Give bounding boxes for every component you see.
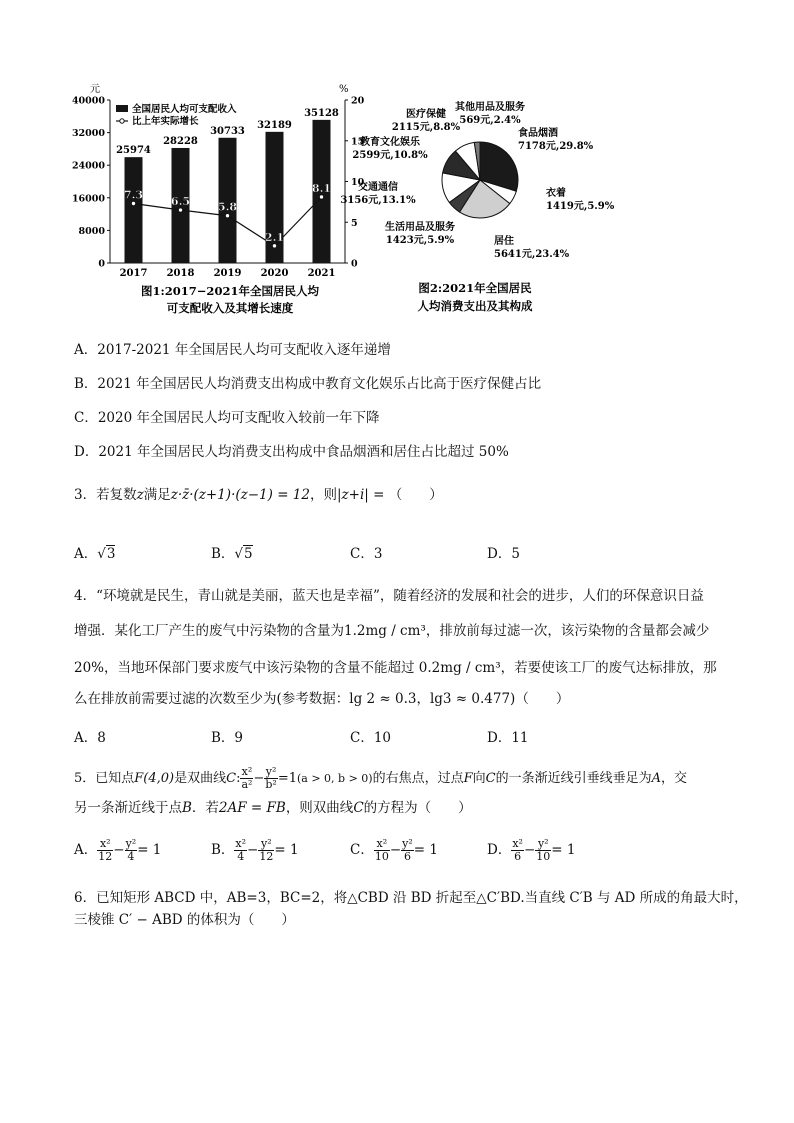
figure-2-caption-line-1: 图2:2021年全国居民 [418,281,532,295]
growth-rate-label: 8.1 [311,181,332,195]
q3-abs: |z+i| [336,487,369,503]
pie-slice-name: 其他用品及服务 [455,102,525,113]
income-bar-label: 28228 [163,135,198,147]
left-tick-label: 40000 [71,95,105,107]
q4-line-1: 4．“环境就是民生，青山就是美丽，蓝天也是幸福”，随着经济的发展和社会的进步，人们的环保意识日益 [74,588,704,604]
left-axis-unit: 元 [90,84,100,95]
figure-2-caption-line-2: 人均消费支出及其构成 [417,299,533,313]
pie-slice-value: 3156元,13.1% [340,195,416,206]
figure-1-caption-line-2: 可支配收入及其增长速度 [166,301,294,315]
growth-rate-label: 7.3 [123,188,144,202]
q5-option-c: C． $\frac{\text{x²}}{10}$ − $\frac{\text{y²}}{6}$ = 1 [350,837,438,863]
growth-rate-point [319,195,323,199]
pie-slice-value: 7178元,29.8% [518,141,594,152]
pie-slice-name: 医疗保健 [406,109,446,120]
x-tick-label: 2019 [213,268,242,279]
x-tick-label: 2018 [166,268,195,279]
q3-option-a: A．√3 [74,546,116,562]
income-bar-label: 30733 [210,125,245,137]
q3-stem-a: 3．若复数 [74,487,137,503]
q3-var-z: z [136,487,144,503]
q5-line-2: 另一条渐近线于点B．若2AF = FB，则双曲线C的方程为（ ） [74,800,472,816]
right-tick-label: 10 [351,177,365,188]
question-3-stem [74,486,443,504]
right-tick-label: 15 [351,136,365,148]
q3-stem-c: ，则 [309,487,337,503]
growth-rate-label: 2.1 [264,230,285,244]
q2-option-d: D．2021 年全国居民人均消费支出构成中食品烟酒和居住占比超过 50% [74,444,509,460]
pie-slice-value: 1423元,5.9% [385,235,455,246]
right-tick-label: 20 [351,95,365,107]
q2-option-a: A．2017-2021 年全国居民人均可支配收入逐年递增 [74,342,391,358]
left-tick-label: 8000 [78,225,105,237]
x-tick-label: 2017 [119,268,148,279]
q4-line-4: 么在排放前需要过滤的次数至少为(参考数据：lg 2 ≈ 0.3，lg3 ≈ 0.477)（ ） [74,691,570,707]
right-axis-unit: % [339,84,349,95]
q4-line-3: 20%，当地环保部门要求废气中该污染物的含量不能超过 0.2mg / cm³，若要使该工厂的废气达标排放，那 [74,660,717,676]
x-tick-label: 2020 [260,268,289,279]
legend-bar-swatch [116,105,128,112]
q4-option-a: A．8 [74,730,106,746]
income-bar [125,157,143,263]
growth-rate-point [272,244,276,248]
q4-option-b: B．9 [211,730,244,746]
q4-option-c: C．10 [350,730,392,746]
growth-rate-label: 5.8 [217,200,238,214]
legend-bar-label: 全国居民人均可支配收入 [132,104,237,115]
q3-option-b: B．√5 [211,546,253,562]
q5-option-d: D． $\frac{\text{x²}}{6}$ − $\frac{\text{y²}}{10}$ = 1 [487,837,576,863]
pie-slice-name: 食品烟酒 [518,128,558,139]
pie-slice-name: 教育文化娱乐 [360,137,420,148]
right-tick-label: 5 [351,217,358,229]
left-tick-label: 32000 [71,128,105,140]
pie-slice-value: 1419元,5.9% [546,201,615,212]
pie-slice-name: 衣着 [546,188,566,199]
pie-slice-value: 2599元,10.8% [352,150,428,161]
growth-rate-point [225,214,229,218]
growth-rate-point [178,208,182,212]
q3-option-d: D．5 [487,546,520,562]
pie-slice-name: 居住 [494,236,514,247]
pie-slice-name: 生活用品及服务 [385,222,455,233]
income-bar-label: 25974 [116,145,151,157]
x-tick-label: 2021 [307,268,336,279]
income-bar-label: 32189 [257,119,292,131]
left-tick-label: 0 [98,258,105,270]
legend-line-marker [120,119,124,123]
pie-slice-value: 2115元,8.8% [391,122,461,133]
q3-formula: z·z̄·(z+1)·(z−1) = 12 [170,487,310,503]
q5-option-b: B． $\frac{\text{x²}}{4}$ − $\frac{\text{y²}}{12}$ = 1 [211,837,299,863]
income-chart [60,80,370,320]
q5-line-1: 5．已知点F(4,0)是双曲线C: $\frac{\text{x²}}{\text{a²}}$ − $\frac{\text{y²}}{\text{b²}}$ =1(a > 0, b > 0)的右焦点，过点F向C的一条渐近线引垂线垂足为A，交 [74,765,688,791]
pie-slice-value: 5641元,23.4% [494,249,570,260]
left-tick-label: 16000 [71,193,105,205]
q6-line-1: 6．已知矩形 ABCD 中，AB=3，BC=2，将△CBD 沿 BD 折起至△C′BD.当直线 C′B 与 AD 所成的角最大时， [74,890,748,906]
q2-option-c: C．2020 年全国居民人均可支配收入较前一年下降 [74,410,380,426]
right-tick-label: 0 [351,258,358,270]
growth-rate-label: 6.5 [170,195,191,209]
q6-line-2: 三棱锥 C′ − ABD 的体积为（ ） [74,912,295,928]
left-tick-label: 24000 [71,160,105,172]
consumption-pie-chart [340,92,615,320]
income-bar-label: 35128 [304,107,339,119]
q4-line-2: 增强．某化工厂产生的废气中污染物的含量为1.2mg / cm³，排放前每过滤一次，该污染物的含量都会减少 [74,623,710,639]
pie-slice-value: 569元,2.4% [459,115,521,126]
pie-slice-name: 交通通信 [358,182,398,193]
figure-1-caption-line-1: 图1:2017−2021年全国居民人均 [141,284,319,298]
q5-option-a: A． $\frac{\text{x²}}{12}$ − $\frac{\text{y²}}{4}$ = 1 [74,837,162,863]
legend-line-label: 比上年实际增长 [132,116,199,127]
growth-rate-point [131,201,135,205]
q3-stem-d: = （ ） [368,487,443,503]
q2-option-b: B．2021 年全国居民人均消费支出构成中教育文化娱乐占比高于医疗保健占比 [74,376,542,392]
q3-option-c: C．3 [350,546,383,562]
q3-stem-b: 满足 [143,487,171,503]
q4-option-d: D．11 [487,730,529,746]
